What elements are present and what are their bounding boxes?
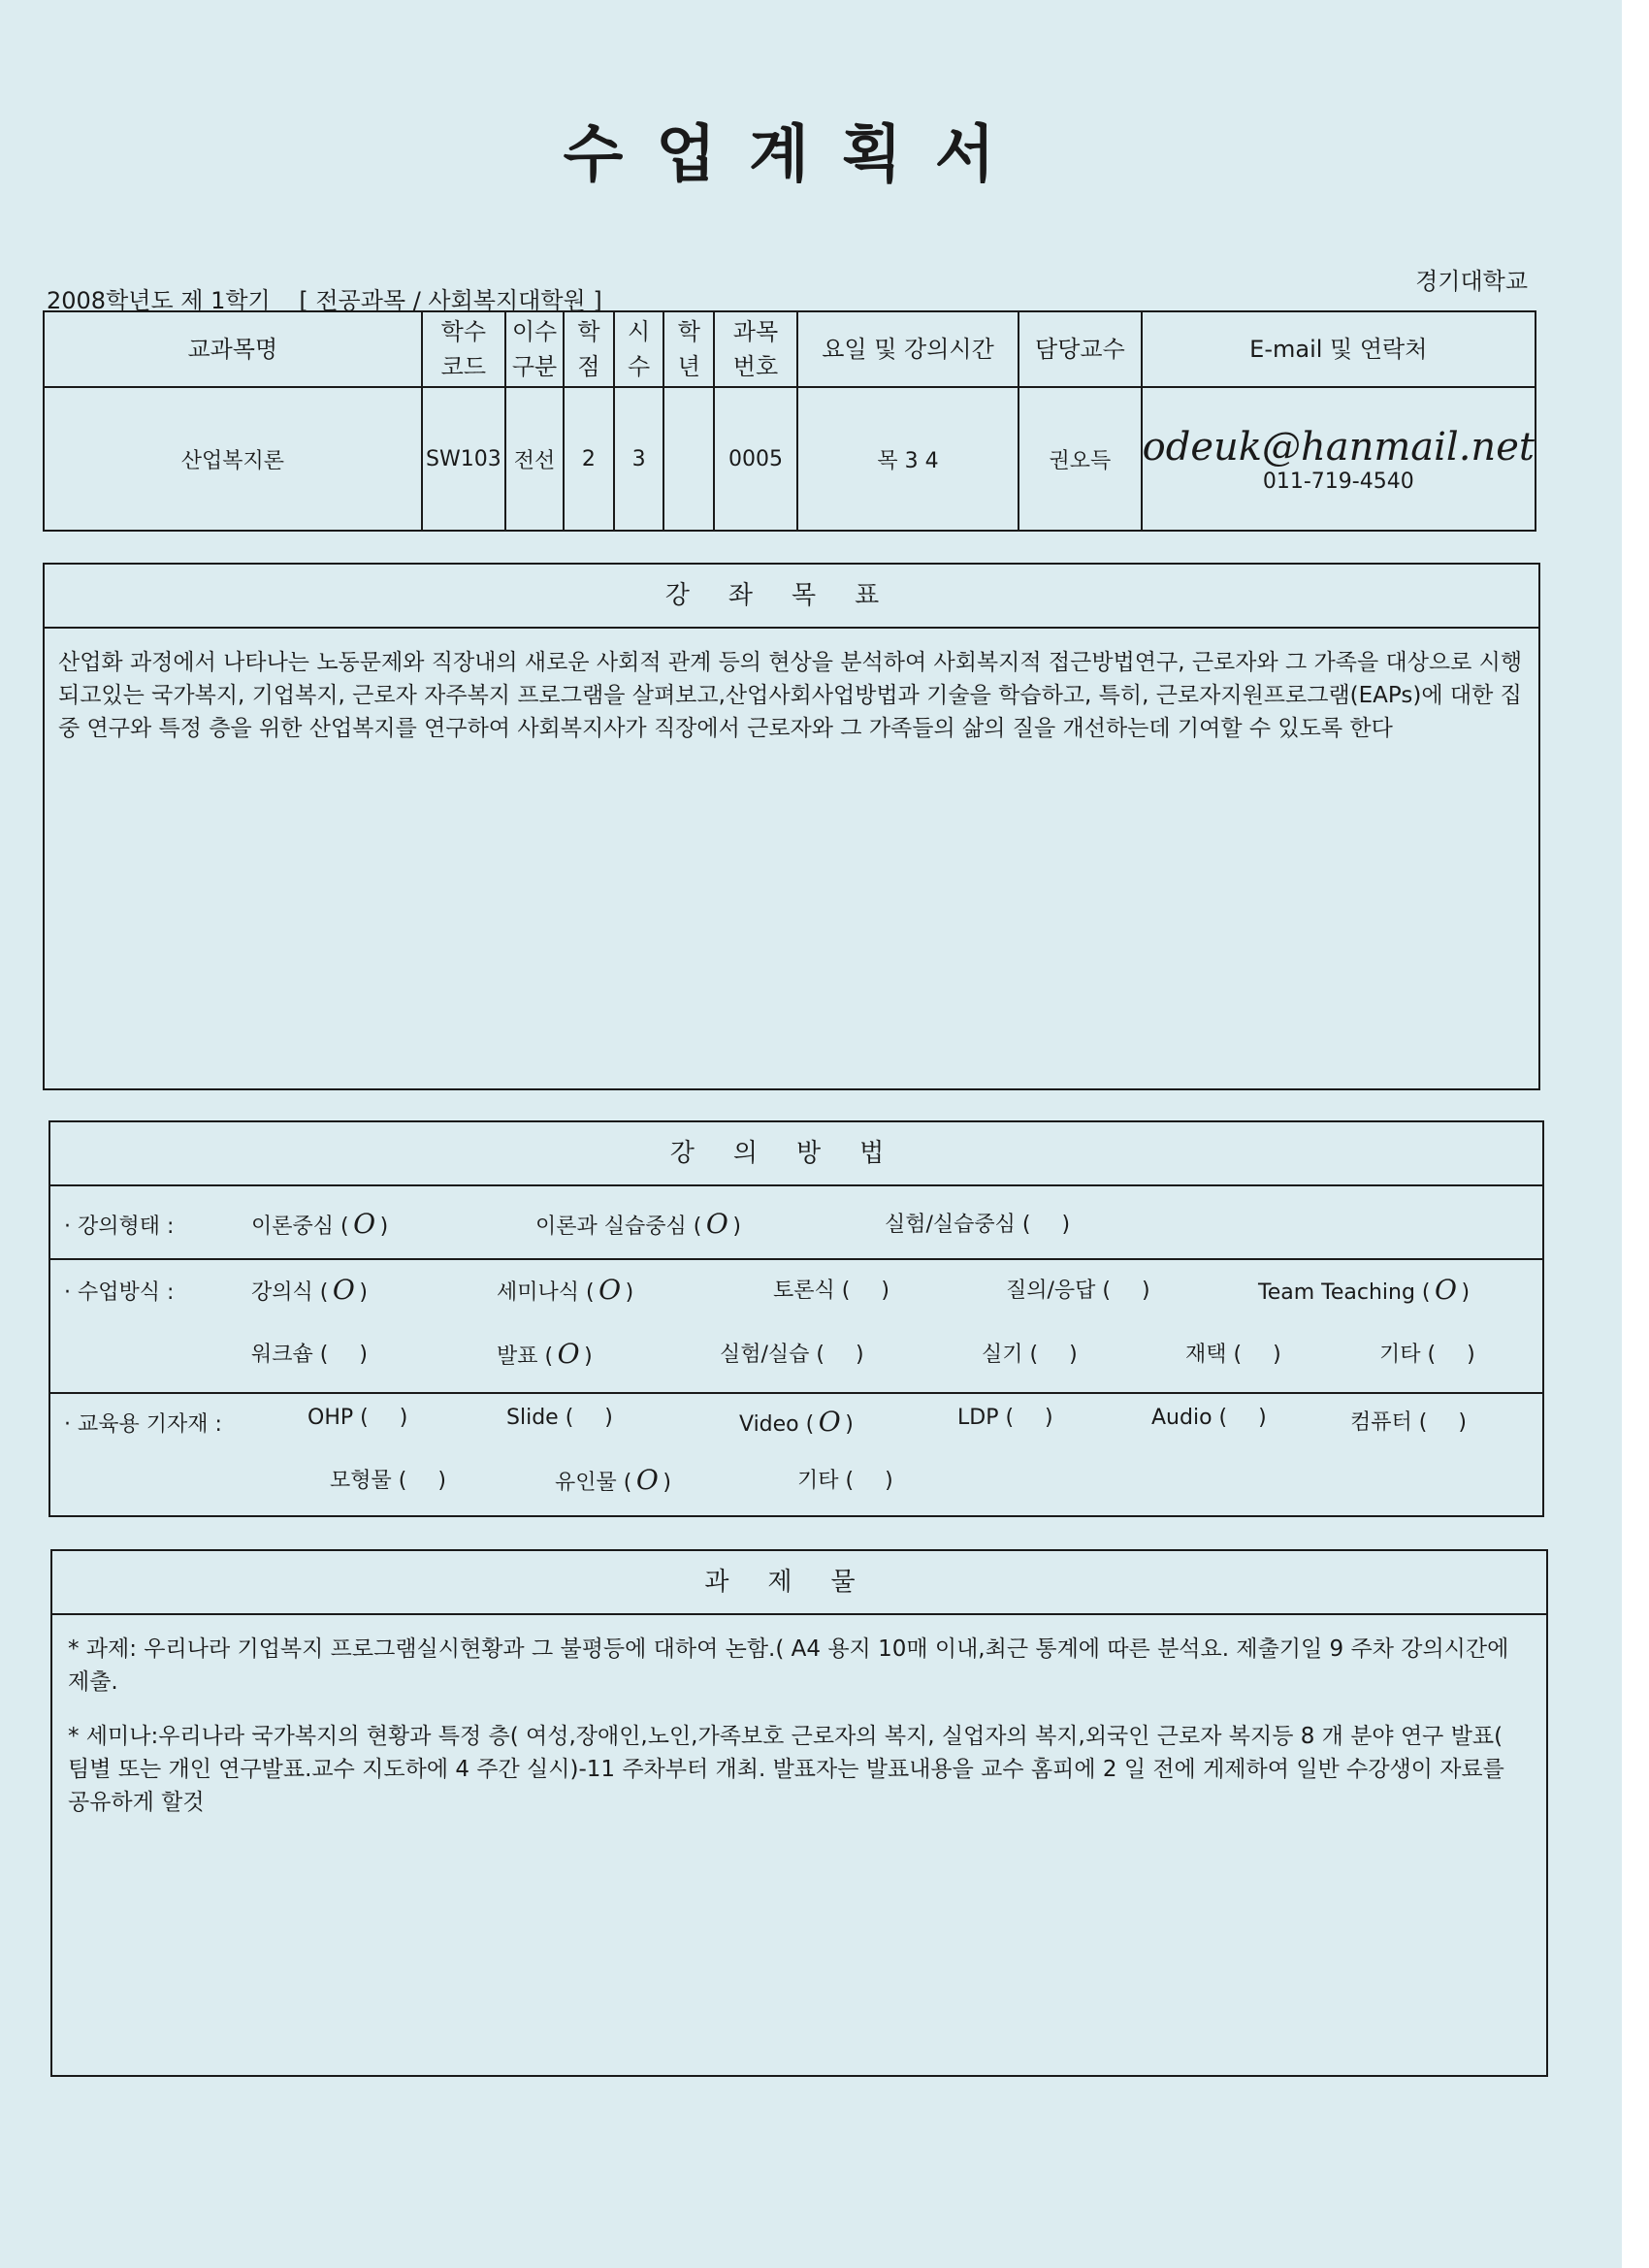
header-cell: 시 수 <box>614 311 664 387</box>
course-professor: 권오득 <box>1018 387 1141 531</box>
lecture-form-label: · 강의형태 : <box>64 1215 175 1239</box>
course-code: SW103 <box>422 387 505 531</box>
option-skill: 실기 ( ) <box>982 1343 1078 1367</box>
option-slide: Slide ( ) <box>506 1406 613 1430</box>
option-theory-practice: 이론과 실습중심 ( O ) <box>535 1208 741 1240</box>
course-table <box>43 310 1536 532</box>
header-cell: E-mail 및 연락처 <box>1142 311 1536 387</box>
assignment-item: * 세미나:우리나라 국가복지의 현황과 특정 층( 여성,장애인,노인,가족보호 근로자의 복지, 실업자의 복지,외국인 근로자 복지등 8 개 분야 연구 발표( 팀별 또는 개인 연구발표.교수 지도하에 4 주간 실시)-11 주차부터 개최. 발표자는 발표내용을 교수 홈피에 2 일 전에 게제하여 일반 수강생이 자료를 공유하게 할것 <box>68 1724 1504 1815</box>
assignment-text <box>52 1615 1546 1858</box>
course-year <box>663 387 714 531</box>
professor-phone: 011-719-4540 <box>1262 469 1414 494</box>
course-table-header <box>44 311 1536 387</box>
option-seminar: 세미나식 ( O ) <box>497 1274 634 1306</box>
teaching-method-section <box>48 1120 1544 1517</box>
teaching-method-heading: 강의방법 <box>50 1122 1542 1186</box>
option-discussion: 토론식 ( ) <box>773 1279 889 1303</box>
course-name: 산업복지론 <box>44 387 422 531</box>
header-cell: 교과목명 <box>44 311 422 387</box>
assignment-heading: 과제물 <box>52 1551 1546 1615</box>
option-team-teaching: Team Teaching ( O ) <box>1258 1274 1471 1306</box>
option-computer: 컴퓨터 ( ) <box>1350 1410 1467 1435</box>
option-practice: 실험/실습중심 ( ) <box>885 1213 1071 1237</box>
semester-category: [ 전공과목 / 사회복지대학원 ] <box>299 287 602 314</box>
option-model: 모형물 ( ) <box>330 1469 446 1493</box>
equipment-label: · 교육용 기자재 : <box>64 1412 222 1437</box>
option-ohp: OHP ( ) <box>307 1406 408 1430</box>
option-equipment-other: 기타 ( ) <box>797 1469 893 1493</box>
option-home: 재택 ( ) <box>1185 1343 1281 1367</box>
semester-term: 2008학년도 제 1학기 <box>47 287 271 314</box>
university-name: 경기대학교 <box>1415 268 1528 295</box>
header-cell: 이수 구분 <box>505 311 564 387</box>
page-title: 수업계획서 <box>563 119 1028 191</box>
course-goal-heading: 강좌목표 <box>45 565 1538 629</box>
header-cell: 학 년 <box>663 311 714 387</box>
course-hours: 3 <box>614 387 664 531</box>
option-qa: 질의/응답 ( ) <box>1006 1279 1150 1303</box>
course-table-row <box>44 387 1536 531</box>
assignment-section <box>50 1549 1548 2077</box>
class-style-row <box>50 1260 1542 1394</box>
contact-cell <box>1142 387 1536 531</box>
header-cell: 학 점 <box>564 311 614 387</box>
option-style-other: 기타 ( ) <box>1379 1343 1475 1367</box>
option-theory: 이론중심 ( O ) <box>251 1208 389 1240</box>
header-cell: 요일 및 강의시간 <box>797 311 1019 387</box>
option-experiment: 실험/실습 ( ) <box>720 1343 864 1367</box>
option-ldp: LDP ( ) <box>957 1406 1053 1430</box>
course-goal-text: 산업화 과정에서 나타나는 노동문제와 직장내의 새로운 사회적 관계 등의 현상을 분석하여 사회복지적 접근방법연구, 근로자와 그 가족을 대상으로 시행되고있는 국가복지, 기업복지, 근로자 자주복지 프로그램을 살펴보고,산업사회사업방법과 기술을 학습하고, 특히, 근로자지원프로그램(EAPs)에 대한 집중 연구와 특정 층을 위한 산업복지를 연구하여 사회복지사가 직장에서 근로자와 그 가족들의 삶의 질을 개선하는데 기여할 수 있도록 한다 <box>58 650 1523 741</box>
option-presentation: 발표 ( O ) <box>497 1338 593 1370</box>
course-credit: 2 <box>564 387 614 531</box>
class-style-label: · 수업방식 : <box>64 1280 175 1305</box>
header-cell: 과목 번호 <box>714 311 797 387</box>
course-type: 전선 <box>505 387 564 531</box>
option-handout: 유인물 ( O ) <box>555 1464 671 1496</box>
equipment-row <box>50 1394 1542 1513</box>
header-cell: 담당교수 <box>1018 311 1141 387</box>
professor-email: odeuk@hanmail.net <box>1142 424 1535 470</box>
option-audio: Audio ( ) <box>1151 1406 1267 1430</box>
course-time: 목 3 4 <box>797 387 1019 531</box>
option-workshop: 워크숍 ( ) <box>251 1343 368 1367</box>
course-number: 0005 <box>714 387 797 531</box>
option-video: Video ( O ) <box>739 1406 854 1438</box>
page-edge <box>1622 0 1649 2268</box>
assignment-item: * 과제: 우리나라 기업복지 프로그램실시현황과 그 불평등에 대하여 논함.( A4 용지 10매 이내,최근 통계에 따른 분석요. 제출기일 9 주차 강의시간에 제출. <box>68 1636 1509 1695</box>
header-cell: 학수 코드 <box>422 311 505 387</box>
course-goal-section <box>43 563 1540 1090</box>
option-lecture: 강의식 ( O ) <box>251 1274 368 1306</box>
lecture-form-row <box>50 1186 1542 1260</box>
